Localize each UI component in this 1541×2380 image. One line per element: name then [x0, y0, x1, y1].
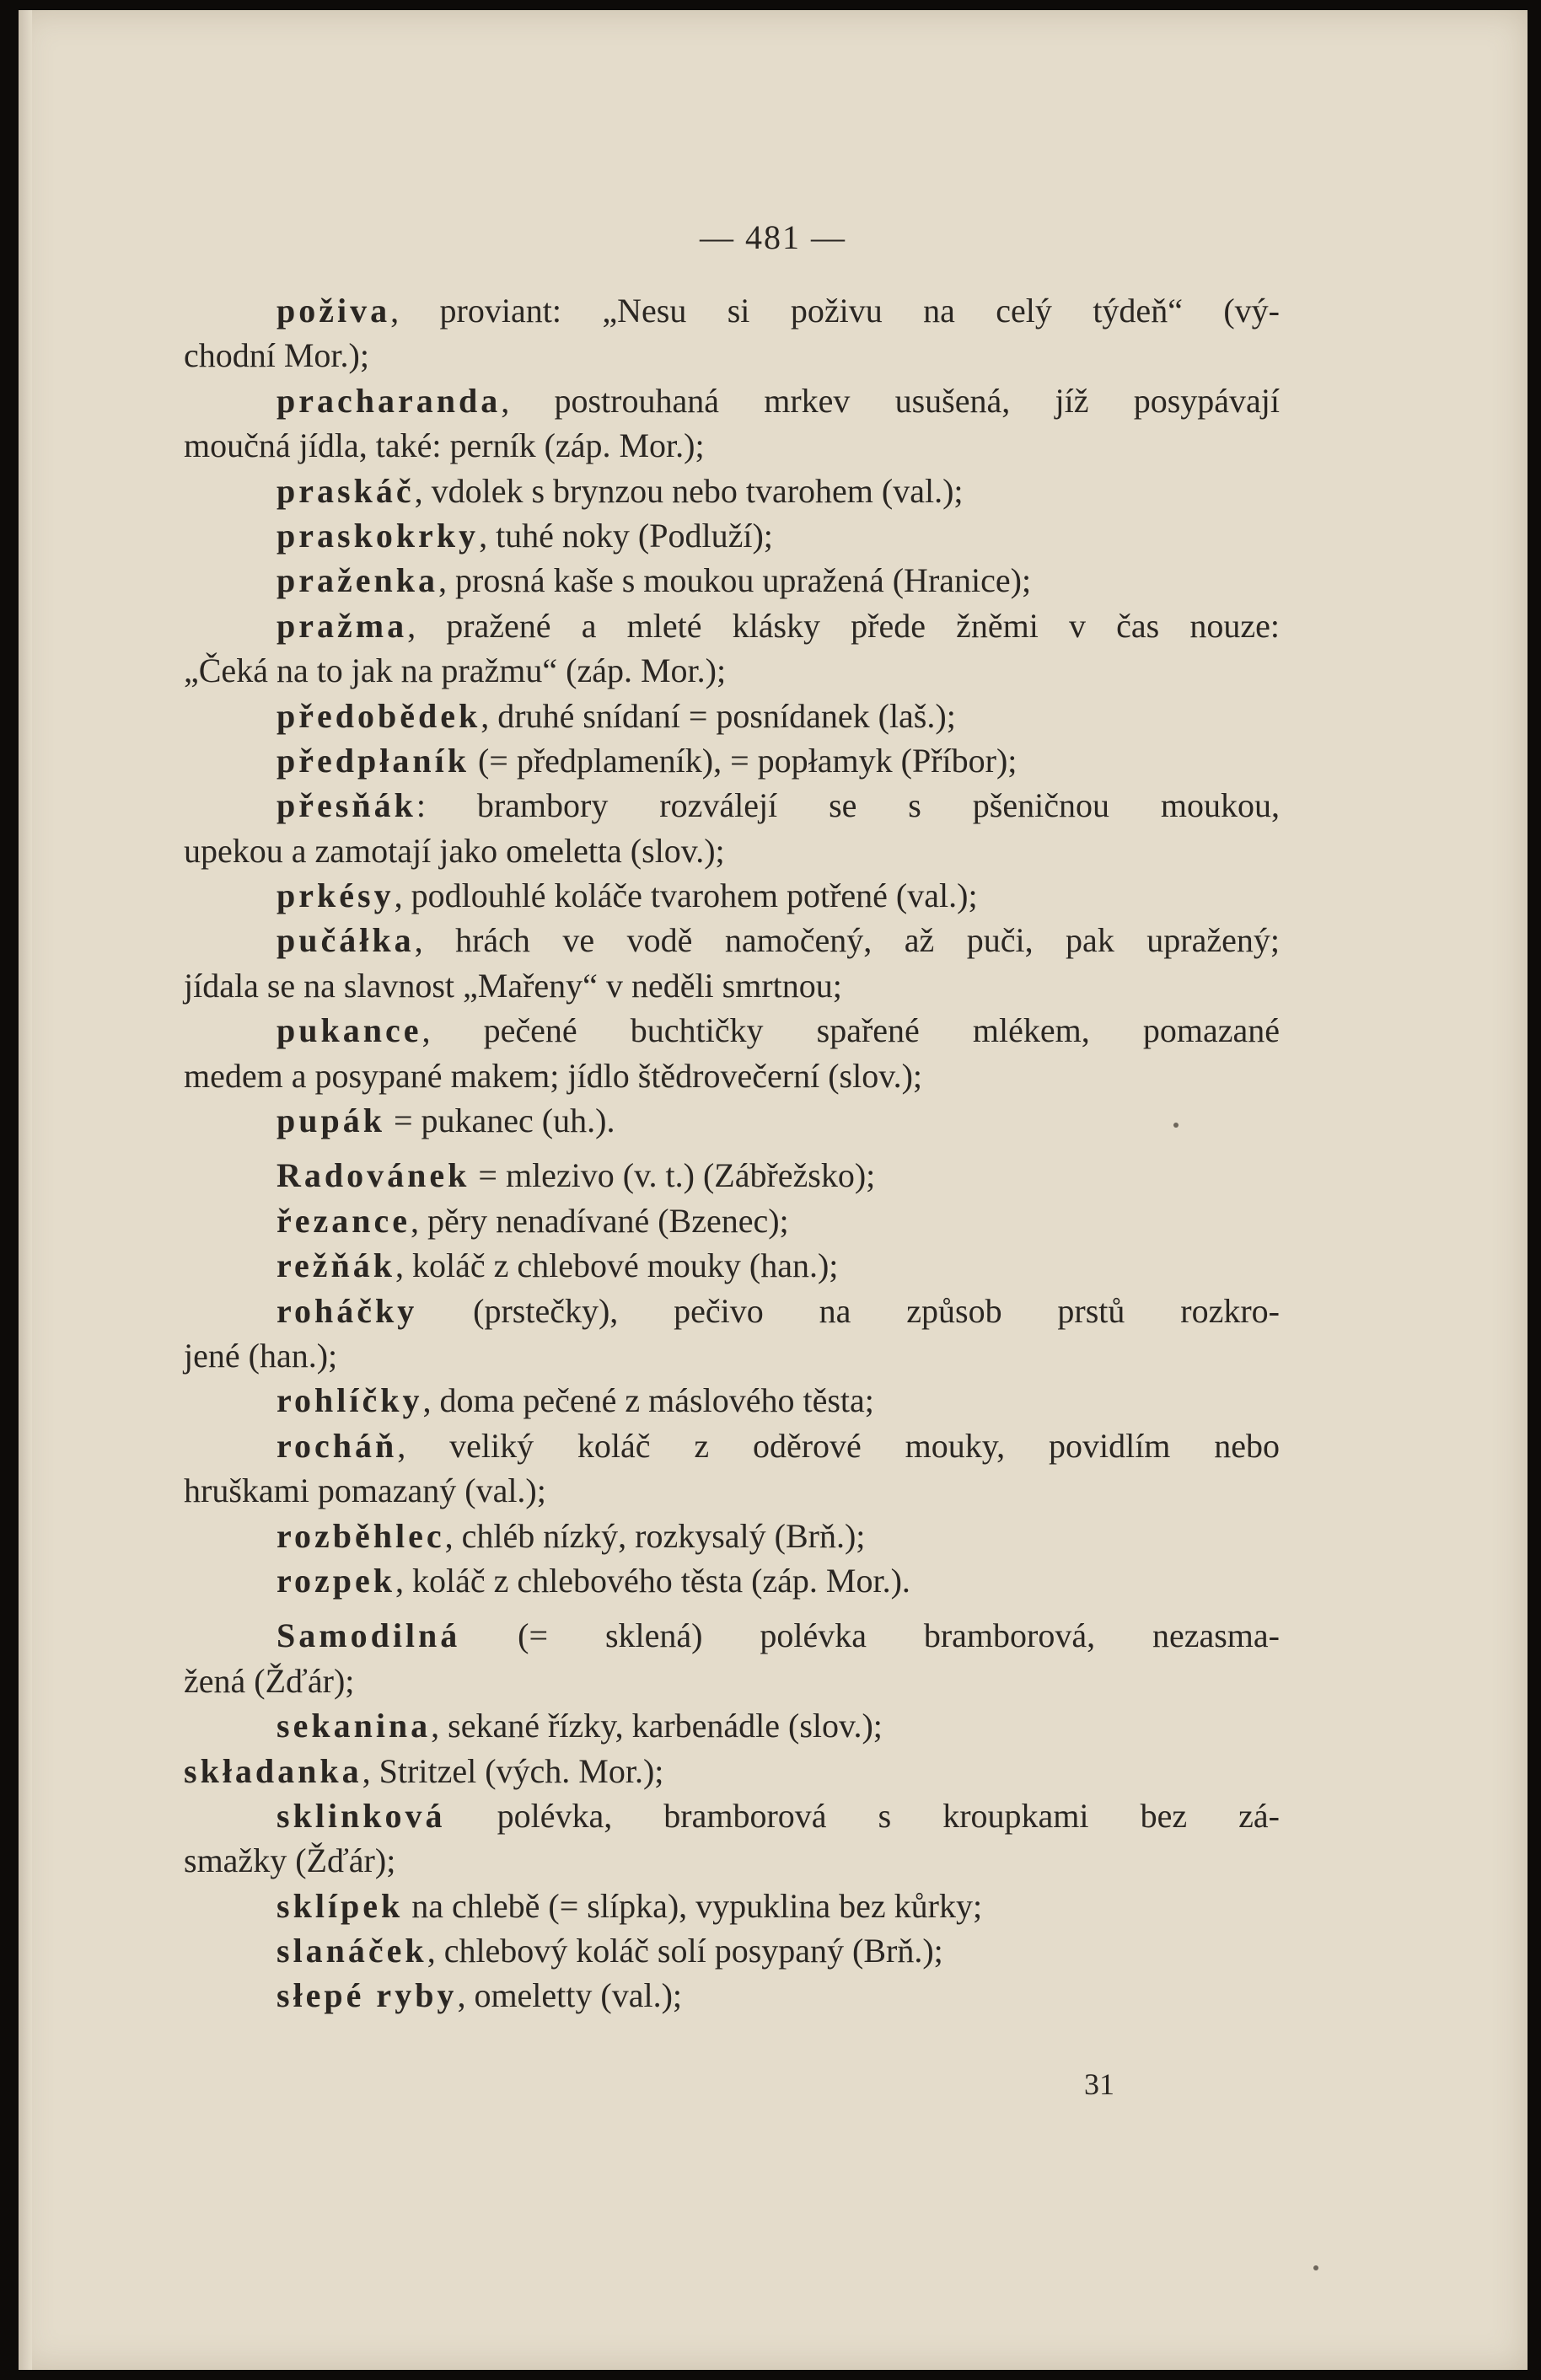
entry-line: [184, 288, 1280, 333]
entry-definition: chodní Mor.);: [184, 336, 369, 375]
entry-definition: , sekané řízky, karbenádle (slov.);: [431, 1707, 883, 1745]
entry-definition: : brambory rozválejí se s pšeničnou moukou,: [416, 786, 1280, 825]
entry-definition: , hrách ve vodě namočený, až puči, pak upražený;: [414, 921, 1280, 960]
entry-line: [184, 513, 1280, 558]
entry-line: [184, 1514, 1280, 1558]
printer-signature: 31: [1084, 2067, 1114, 2101]
entry-line: [184, 1289, 1280, 1333]
entry-headword: praskokrky: [277, 516, 480, 555]
entry-headword: składanka: [184, 1751, 362, 1790]
entry-definition: , koláč z chlebového těsta (záp. Mor.).: [395, 1561, 910, 1600]
entry-continuation-line: [184, 423, 1280, 468]
entry-definition: , chléb nízký, rozkysalý (Brň.);: [444, 1516, 866, 1555]
entry-definition: jené (han.);: [184, 1336, 338, 1375]
entry-continuation-line: [184, 333, 1280, 378]
entry-definition: (prstečky), pečivo na způsob prstů rozkro-: [417, 1291, 1280, 1330]
entry-definition: = pukanec (uh.).: [384, 1102, 615, 1140]
dictionary-entries: [184, 288, 1280, 2018]
entry-definition: (= předplameník), = popłamyk (Příbor);: [469, 741, 1017, 780]
page-number: — 481 —: [700, 218, 846, 256]
entry-continuation-line: [184, 1659, 1280, 1703]
entry-definition: , proviant: „Nesu si poživu na celý týdeň“ (vý-: [390, 292, 1280, 330]
entry-headword: řezance: [277, 1201, 411, 1240]
entry-line: [184, 378, 1280, 423]
entry-definition: , chlebový koláč solí posypaný (Brň.);: [427, 1932, 943, 1970]
entry-definition: upekou a zamotají jako omeletta (slov.);: [184, 831, 725, 870]
entry-headword: słepé ryby: [277, 1976, 458, 2015]
entry-definition: jídala se na slavnost „Mařeny“ v neděli smrtnou;: [184, 966, 842, 1005]
entry-definition: polévka, bramborová s kroupkami bez zá-: [445, 1796, 1280, 1835]
entry-definition: , tuhé noky (Podluží);: [479, 516, 773, 555]
entry-definition: medem a posypané makem; jídlo štědrovečerní (slov.);: [184, 1056, 923, 1095]
entry-definition: , Stritzel (vých. Mor.);: [362, 1751, 664, 1790]
entry-headword: pukance: [277, 1011, 422, 1050]
entry-headword: rohlíčky: [277, 1381, 423, 1420]
entry-line: [184, 558, 1280, 603]
entry-line: [184, 603, 1280, 648]
entry-line: [184, 1243, 1280, 1288]
entry-line: [184, 1098, 1280, 1143]
entry-headword: přesňák: [277, 786, 416, 825]
entry-headword: předpłaník: [277, 741, 470, 780]
entry-continuation-line: [184, 1333, 1280, 1378]
entry-line: [184, 1378, 1280, 1423]
entry-line: [184, 918, 1280, 962]
entry-headword: slanáček: [277, 1932, 427, 1970]
book-page: [19, 10, 1528, 2370]
entry-line: [184, 783, 1280, 828]
entry-definition: , veliký koláč z oděrové mouky, povidlím nebo: [397, 1426, 1280, 1465]
entry-headword: sklípek: [277, 1886, 404, 1925]
entry-headword: rocháň: [277, 1426, 398, 1465]
entry-headword: režňák: [277, 1246, 396, 1285]
entry-line: [184, 469, 1280, 513]
entry-line: [184, 1703, 1280, 1748]
entry-line: [184, 1153, 1280, 1198]
entry-line: [184, 1973, 1280, 2018]
entry-headword: pučáłka: [277, 921, 415, 960]
entry-headword: roháčky: [277, 1291, 418, 1330]
entry-line: [184, 1198, 1280, 1243]
paper-speck: [1173, 1123, 1179, 1128]
entry-definition: moučná jídla, také: perník (záp. Mor.);: [184, 426, 705, 465]
entry-definition: , druhé snídaní = posnídanek (laš.);: [481, 696, 956, 735]
page-edge: [19, 10, 32, 2370]
entry-definition: (= sklená) polévka bramborová, nezasma-: [460, 1616, 1280, 1655]
entry-headword: pupák: [277, 1102, 385, 1140]
entry-headword: poživa: [277, 292, 391, 330]
entry-headword: předobědek: [277, 696, 481, 735]
entry-definition: , prosná kaše s moukou upražená (Hranice);: [438, 561, 1032, 600]
entry-line: [184, 1793, 1280, 1838]
entry-definition: , pečené buchtičky spařené mlékem, pomazané: [421, 1011, 1280, 1050]
entry-continuation-line: [184, 963, 1280, 1008]
entry-definition: = mlezivo (v. t.) (Zábřežsko);: [470, 1156, 876, 1195]
entry-definition: , podlouhlé koláče tvarohem potřené (val.);: [394, 876, 978, 915]
entry-line: [184, 1008, 1280, 1053]
entry-definition: , pěry nenadívané (Bzenec);: [411, 1201, 789, 1240]
entry-line: [184, 1558, 1280, 1603]
entry-headword: Radovánek: [277, 1156, 470, 1195]
entry-definition: , koláč z chlebové mouky (han.);: [395, 1246, 839, 1285]
entry-definition: , postrouhaná mrkev usušená, jíž posypávají: [501, 381, 1280, 420]
entry-definition: , doma pečené z máslového těsta;: [422, 1381, 874, 1420]
entry-line: [184, 1423, 1280, 1468]
entry-headword: pražma: [277, 606, 408, 645]
paper-speck: [1313, 2265, 1318, 2270]
entry-definition: „Čeká na to jak na pražmu“ (záp. Mor.);: [184, 651, 727, 690]
entry-continuation-line: [184, 1053, 1280, 1098]
entry-headword: praženka: [277, 561, 438, 600]
entry-line: [184, 1613, 1280, 1658]
entry-line: [184, 1884, 1280, 1928]
entry-headword: rozpek: [277, 1561, 396, 1600]
entry-definition: smažky (Žďár);: [184, 1841, 396, 1880]
entry-continuation-line: [184, 828, 1280, 873]
entry-headword: pracharanda: [277, 381, 502, 420]
entry-line: [184, 738, 1280, 783]
entry-continuation-line: [184, 648, 1280, 693]
entry-headword: Samodilná: [277, 1616, 461, 1655]
entry-continuation-line: [184, 1838, 1280, 1883]
entry-line: [184, 1749, 1280, 1793]
entry-headword: prkésy: [277, 876, 395, 915]
entry-definition: , omeletty (val.);: [457, 1976, 683, 2015]
entry-definition: , vdolek s brynzou nebo tvarohem (val.);: [414, 471, 964, 510]
entry-definition: hruškami pomazaný (val.);: [184, 1471, 546, 1510]
entry-headword: praskáč: [277, 471, 415, 510]
entry-definition: na chlebě (= slípka), vypuklina bez kůrky;: [403, 1886, 983, 1925]
entry-headword: rozběhlec: [277, 1516, 445, 1555]
entry-headword: sekanina: [277, 1707, 432, 1745]
entry-line: [184, 873, 1280, 918]
entry-line: [184, 694, 1280, 738]
entry-line: [184, 1928, 1280, 1973]
entry-definition: , pražené a mleté klásky přede žněmi v čas nouze:: [407, 606, 1280, 645]
entry-continuation-line: [184, 1468, 1280, 1513]
entry-headword: sklinková: [277, 1796, 446, 1835]
entry-definition: žená (Žďár);: [184, 1661, 355, 1700]
